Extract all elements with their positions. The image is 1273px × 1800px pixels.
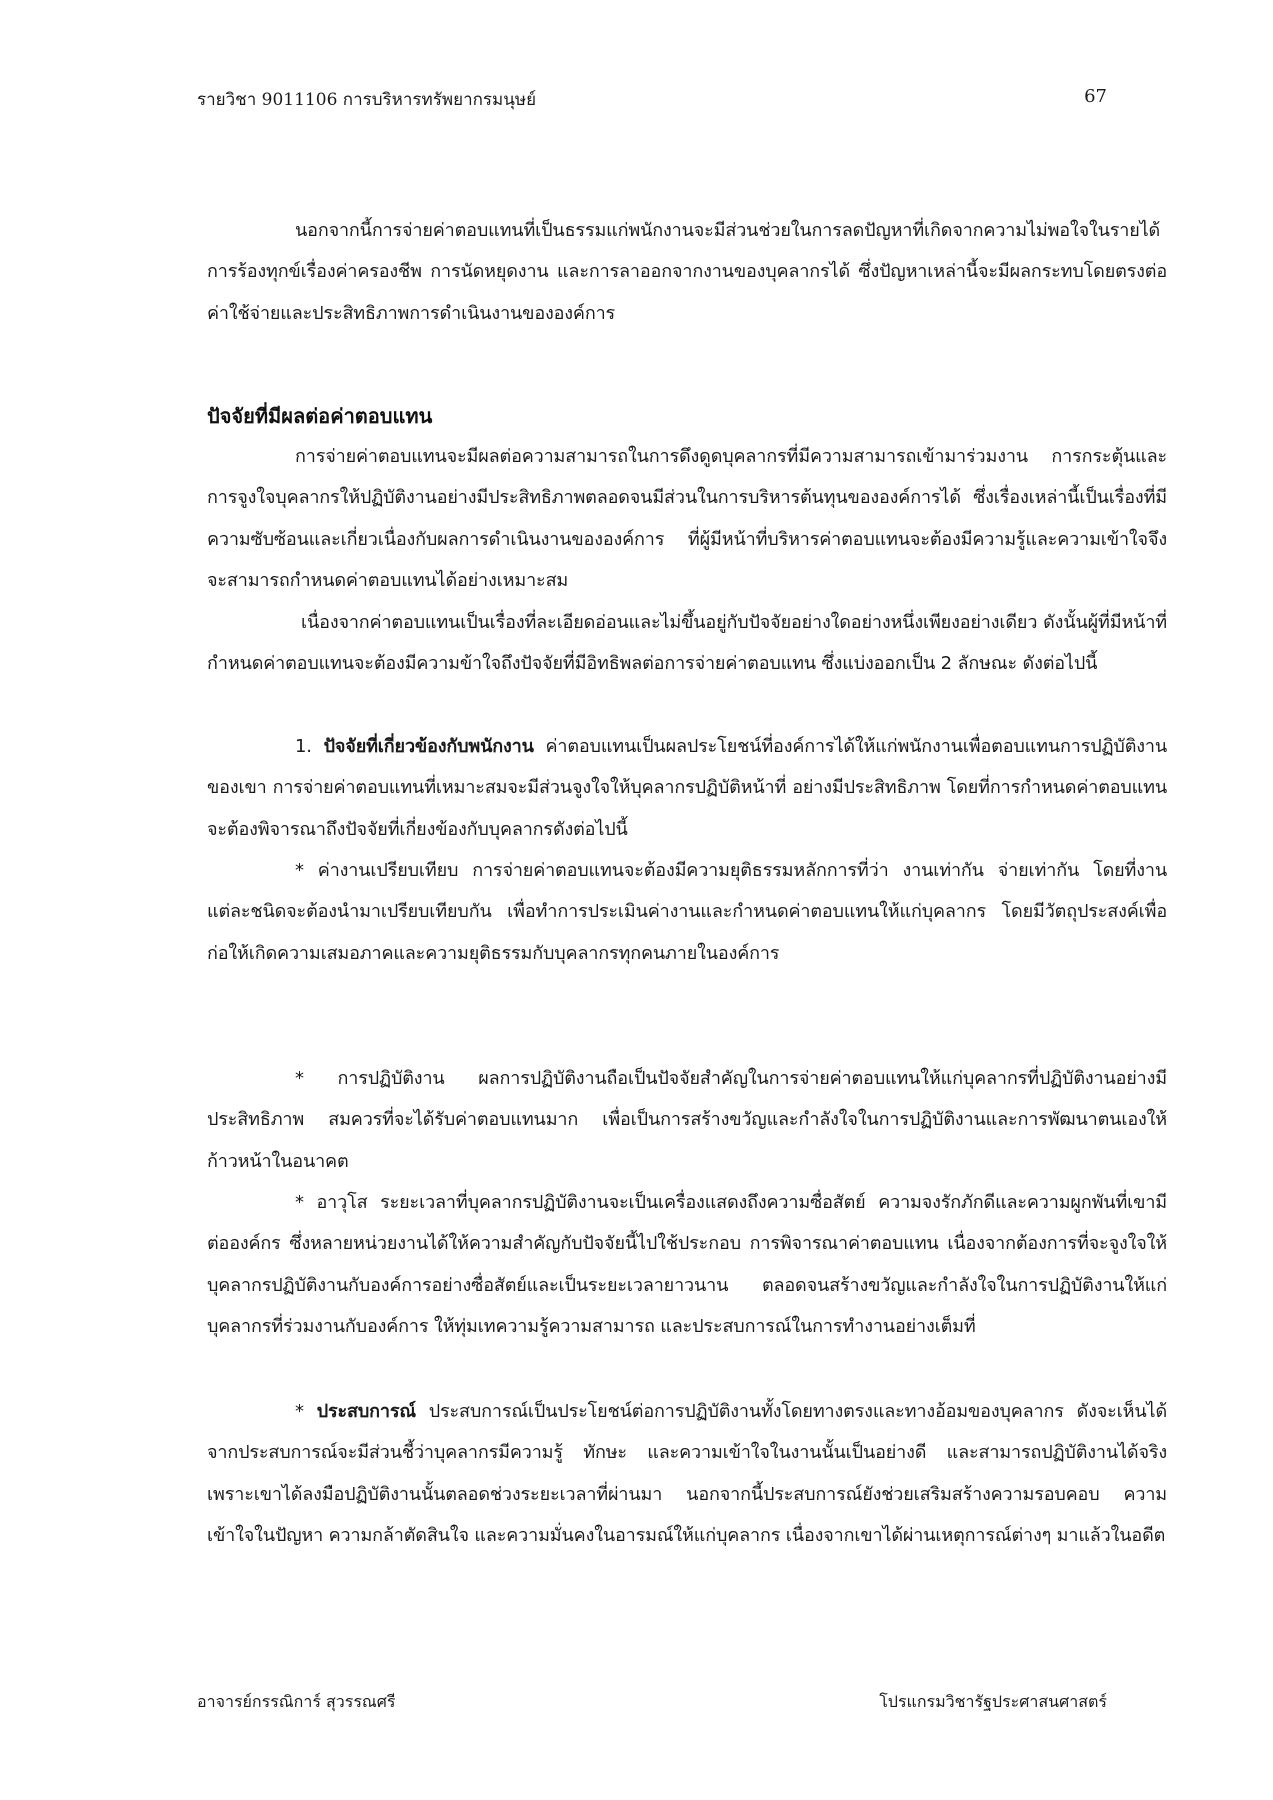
bullet-performance: * การปฏิบัติงาน ผลการปฏิบัติงานถือเป็นปัจจัยสำคัญในการจ่ายค่าตอบแทนให้แก่บุคลากรที่ปฏิบัติงานอย่างมีประสิทธิภาพ สมควรที่จะได้รับค่าตอบแทนมาก เพื่อเป็นการสร้างขวัญและกำลังใจในการปฏิบัติงานและการพัฒนาตนเองให้ก้าวหน้าในอนาคต — [207, 1068, 1167, 1172]
page-number: 67 — [1084, 86, 1107, 107]
course-title: รายวิชา 9011106 การบริหารทรัพยากรมนุษย์ — [197, 90, 537, 110]
bullet-text: ประสบการณ์เป็นประโยชน์ต่อการปฏิบัติงานทั้งโดยทางตรงและทางอ้อมของบุคลากร ดังจะเห็นได้จากประสบการณ์จะมีส่วนชี้ว่าบุคลากรมีความรู้ ทักษะ และความเข้าใจในงานนั้นเป็นอย่างดี และสามารถปฏิบัติงานได้จริงเพราะเขาได้ลงมือปฏิบัติงานนั้นตลอดช่วงระยะเวลาที่ผ่านมา นอกจากนี้ประสบการณ์ยังช่วยเสริมสร้างความรอบคอบ ความเข้าใจในปัญหา ความกล้าตัดสินใจ และความมั่นคงในอารมณ์ให้แก่บุคลากร เนื่องจากเขาได้ผ่านเหตุการณ์ต่างๆ มาแล้วในอดีต — [207, 1401, 1167, 1546]
page-footer — [197, 1690, 1107, 1720]
paragraph-compensation-effects: การจ่ายค่าตอบแทนจะมีผลต่อความสามารถในการดึงดูดบุคลากรที่มีความสามารถเข้ามาร่วมงาน การกระตุ้นและการจูงใจบุคลากรให้ปฏิบัติงานอย่างมีประสิทธิภาพตลอดจนมีส่วนในการบริหารต้นทุนขององค์การได้ ซึ่งเรื่องเหล่านี้เป็นเรื่องที่มีความซับซ้อนและเกี่ยวเนื่องกับผลการดำเนินงานขององค์การ ที่ผู้มีหน้าที่บริหารค่าตอบแทนจะต้องมีความรู้และความเข้าใจจึงจะสามารถกำหนดค่าตอบแทนได้อย่างเหมาะสม — [207, 446, 1167, 591]
paragraph-factors-intro: เนื่องจากค่าตอบแทนเป็นเรื่องที่ละเอียดอ่อนและไม่ขึ้นอยู่กับปัจจัยอย่างใดอย่างหนึ่งเพียงอย่างเดียว ดังนั้นผู้ที่มีหน้าที่กำหนดค่าตอบแทนจะต้องมีความข้าใจถึงปัจจัยที่มีอิทธิพลต่อการจ่ายค่าตอบแทน ซึ่งแบ่งออกเป็น 2 ลักษณะ ดังต่อไปนี้ — [207, 612, 1167, 675]
bullet-marker: * — [295, 1401, 317, 1422]
bullet-job-comparison: * ค่างานเปรียบเทียบ การจ่ายค่าตอบแทนจะต้องมีความยุติธรรมหลักการที่ว่า งานเท่ากัน จ่ายเท่ากัน โดยที่งานแต่ละชนิดจะต้องนำมาเปรียบเทียบกัน เพื่อทำการประเมินค่างานและกำหนดค่าตอบแทนให้แก่บุคลากร โดยมีวัตถุประสงค์เพื่อก่อให้เกิดความเสมอภาคและความยุติธรรมกับบุคลากรทุกคนภายในองค์การ — [207, 860, 1167, 964]
bullet-title: ประสบการณ์ — [316, 1401, 416, 1422]
item-employee-factors — [207, 726, 1167, 850]
page-header — [197, 86, 1107, 116]
footer-program: โปรแกรมวิชารัฐประศาสนศาสตร์ — [879, 1692, 1107, 1711]
bullet-experience — [207, 1391, 1167, 1556]
section-heading: ปัจจัยที่มีผลต่อค่าตอบแทน — [207, 404, 433, 428]
item-number: 1. — [295, 736, 312, 757]
bullet-seniority: * อาวุโส ระยะเวลาที่บุคลากรปฏิบัติงานจะเป็นเครื่องแสดงถึงความซื่อสัตย์ ความจงรักภักดีและความผูกพันที่เขามีต่อองค์กร ซึ่งหลายหน่วยงานได้ให้ความสำคัญกับปัจจัยนี้ไปใช้ประกอบ การพิจารณาค่าตอบแทน เนื่องจากต้องการที่จะจูงใจให้บุคลากรปฏิบัติงานกับองค์การอย่างซื่อสัตย์และเป็นระยะเวลายาวนาน ตลอดจนสร้างขวัญและกำลังใจในการปฏิบัติงานให้แก่บุคลากรที่ร่วมงานกับองค์การ ให้ทุ่มเทความรู้ความสามารถ และประสบการณ์ในการทำงานอย่างเต็มที่ — [207, 1192, 1167, 1337]
item-title: ปัจจัยที่เกี่ยวข้องกับพนักงาน — [323, 736, 534, 757]
footer-author: อาจารย์กรรณิการ์ สุวรรณศรี — [197, 1692, 396, 1711]
intro-paragraph: นอกจากนี้การจ่ายค่าตอบแทนที่เป็นธรรมแก่พนักงานจะมีส่วนช่วยในการลดปัญหาที่เกิดจากความไม่พอใจในรายได้ การร้องทุกข์เรื่องค่าครองชีพ การนัดหยุดงาน และการลาออกจากงานของบุคลากรได้ ซึ่งปัญหาเหล่านี้จะมีผลกระทบโดยตรงต่อค่าใช้จ่ายและประสิทธิภาพการดำเนินงานขององค์การ — [207, 220, 1167, 324]
item-text: ค่าตอบแทนเป็นผลประโยชน์ที่องค์การได้ให้แก่พนักงานเพื่อตอบแทนการปฏิบัติงานของเขา การจ่ายค่าตอบแทนที่เหมาะสมจะมีส่วนจูงใจให้บุคลากรปฏิบัติหน้าที่ อย่างมีประสิทธิภาพ โดยที่การกำหนดค่าตอบแทนจะต้องพิจารณาถึงปัจจัยที่เกี่ยงข้องกับบุคลากรดังต่อไปนี้ — [207, 736, 1167, 840]
